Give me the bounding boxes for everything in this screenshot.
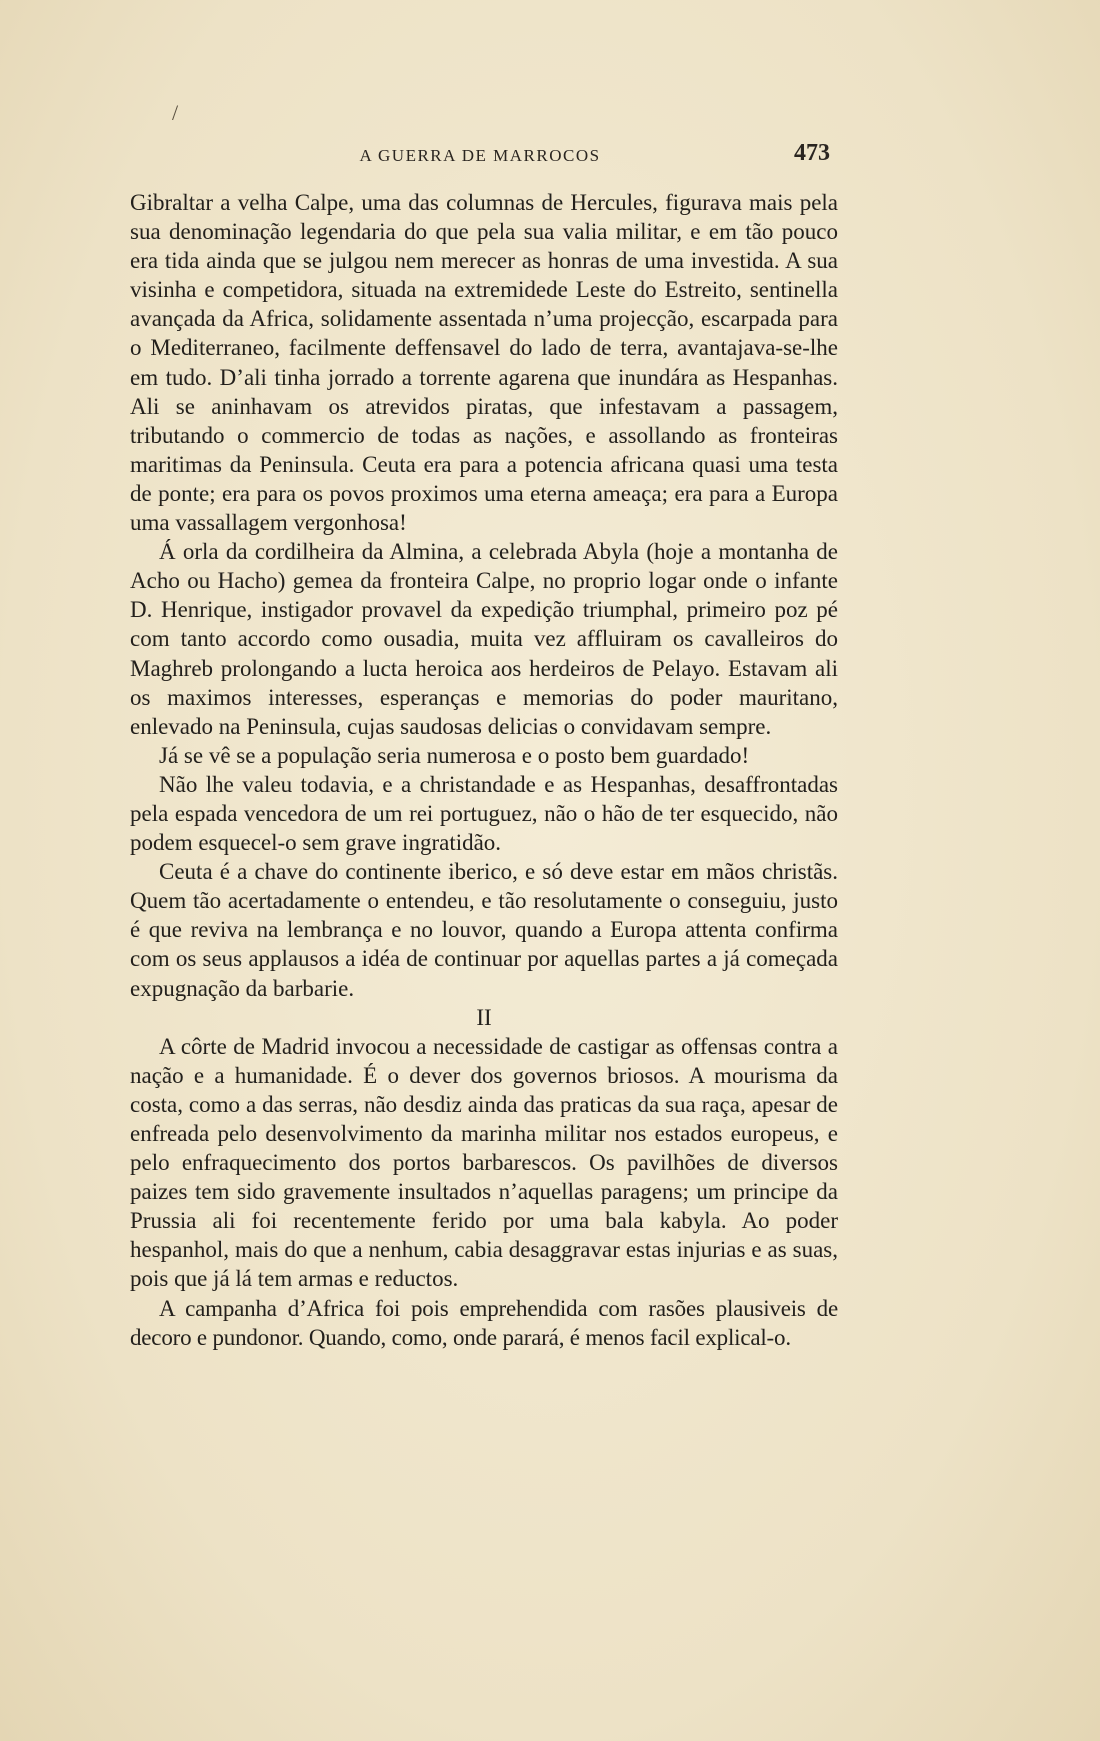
section-heading: II: [476, 1004, 492, 1030]
page-number: 473: [794, 140, 830, 166]
paragraph-6: A côrte de Madrid invocou a necessidade de castigar as offensas contra a nação e a humanidade. É o dever dos governos briosos. A mourisma da costa, como a das serras, não desdiz ainda das praticas da sua raça, apesar de enfreada pelo desenvolvimento da marinha militar nos estados europeus, e pelo enfraquecimento dos portos barbarescos. Os pavilhões de diversos paizes tem sido gravemente insultados n’aquellas paragens; um principe da Prussia ali foi recentemente ferido por uma bala kabyla. Ao poder hespanhol, mais do que a nenhum, cabia desaggravar estas injurias e as suas, pois que já lá tem armas e reductos.: [130, 1033, 838, 1292]
paragraph-1: Gibraltar a velha Calpe, uma das columnas de Hercules, figurava mais pela sua denominação legendaria do que pela sua valia militar, e em tão pouco era tida ainda que se julgou nem merecer as honras de uma investida. A sua visinha e competidora, situada na extremidede Leste do Estreito, sentinella avançada da Africa, solidamente assentada n’uma projecção, escarpada para o Mediterraneo, facilmente deffensavel do lado de terra, avantajava-se-lhe em tudo. D’ali tinha jorrado a torrente agarena que inundára as Hespanhas. Ali se aninhavam os atrevidos piratas, que infestavam a passagem, tributando o commercio de todas as nações, e assollando as fronteiras maritimas da Peninsula. Ceuta era para a potencia africana quasi uma testa de ponte; era para os povos proximos uma eterna ameaça; era para a Europa uma vassallagem vergonhosa!: [130, 190, 838, 536]
paragraph-3: Já se vê se a população seria numerosa e o posto bem guardado!: [159, 742, 750, 768]
paragraph-5: Ceuta é a chave do continente iberico, e só deve estar em mãos christãs. Quem tão acertadamente o entendeu, e tão resolutamente o conseguiu, justo é que reviva na lembrança e no louvor, quando a Europa attenta confirma com os seus applausos a idéa de continuar por aquellas partes a já começada expugnação da barbarie.: [130, 859, 838, 1001]
paragraph-4: Não lhe valeu todavia, e a christandade e as Hespanhas, desaffrontadas pela espada vencedora de um rei portuguez, não o hão de ter esquecido, não podem esquecel-o sem grave ingratidão.: [130, 771, 838, 856]
stray-slash-mark: /: [172, 100, 179, 125]
paragraph-7: A campanha d’Africa foi pois emprehendida com rasões plausiveis de decoro e pundonor. Quando, como, onde parará, é menos facil explical-o.: [130, 1295, 838, 1350]
page-header: [130, 140, 830, 180]
running-title: A GUERRA DE MARROCOS: [359, 146, 601, 165]
paragraph-2: Á orla da cordilheira da Almina, a celebrada Abyla (hoje a montanha de Acho ou Hacho) gemea da fronteira Calpe, no proprio logar onde o infante D. Henrique, instigador provavel da expedição triumphal, primeiro poz pé com tanto accordo como ousadia, muita vez affluiram os cavalleiros do Maghreb prolongando a lucta heroica aos herdeiros de Pelayo. Estavam ali os maximos interesses, esperanças e memorias do poder mauritano, enlevado na Peninsula, cujas saudosas delicias o convidavam sempre.: [130, 539, 838, 739]
body-text: [130, 188, 838, 1352]
